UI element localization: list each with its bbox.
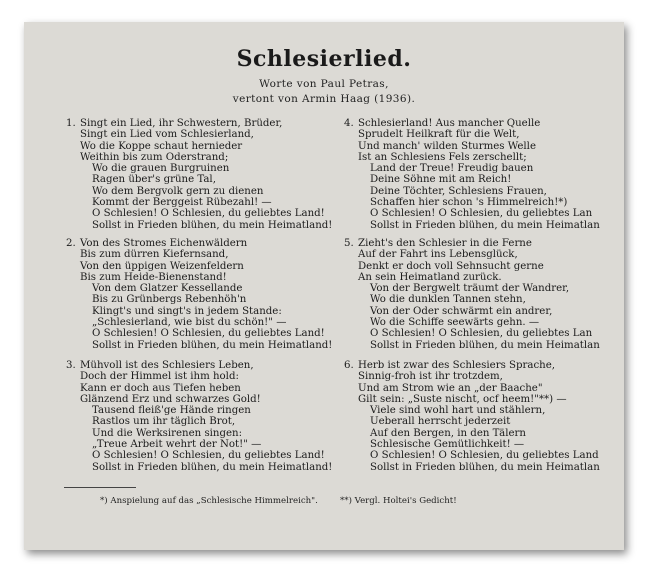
verse-6 [344, 360, 600, 473]
verse-line: Bis zum Heide-Bienenstand! [80, 271, 227, 283]
verse-line: O Schlesien! O Schlesien, du geliebtes Land [370, 450, 599, 462]
verse-number: 3. [66, 360, 76, 371]
verse-line: Rastlos um ihr täglich Brot, [92, 416, 236, 428]
verse-line: Wo die Koppe schaut hernieder [80, 140, 243, 152]
verse-line: Klingt's und singt's in jedem Stande: [92, 305, 282, 317]
verse-line: Tausend fleiß'ge Hände ringen [92, 405, 251, 417]
verse-line: Wo die dunklen Tannen stehn, [370, 294, 526, 306]
verse-line: Weithin bis zum Oderstrand; [80, 151, 229, 163]
verse-line: Denkt er doch voll Sehnsucht gerne [358, 260, 544, 272]
verse-line: Mühvoll ist des Schlesiers Leben, [80, 360, 254, 371]
verse-line: Wo die grauen Burgruinen [92, 163, 230, 175]
verse-line: „Treue Arbeit wehrt der Not!" — [92, 439, 262, 451]
verse-line: Glänzend Erz und schwarzes Gold! [80, 393, 261, 405]
verse-line: Wo die Schiffe seewärts gehn. — [370, 317, 540, 329]
verse-line: Sinnig-froh ist ihr trotzdem, [358, 371, 503, 383]
verse-line: Von des Stromes Eichenwäldern [80, 238, 248, 249]
verse-line: Kommt der Berggeist Rübezahl! — [92, 197, 272, 209]
verse-line: Sollst in Frieden blühen, du mein Heimatlan [370, 339, 600, 351]
verse-line: Auf den Bergen, in den Tälern [370, 427, 526, 439]
verse-line: Und manch' wilden Sturmes Welle [358, 140, 536, 152]
verse-line: Sprudelt Heilkraft für die Welt, [358, 129, 520, 141]
verse-line: Bis zum dürren Kiefernsand, [80, 249, 229, 261]
verse-line: Von den üppigen Weizenfeldern [80, 260, 244, 272]
verse-1 [66, 118, 333, 231]
verse-2 [66, 238, 333, 351]
composer-credit: vertont von Armin Haag (1936). [232, 93, 416, 105]
verse-number: 4. [344, 118, 354, 129]
song-sheet [24, 22, 624, 550]
verse-line: Singt ein Lied, ihr Schwestern, Brüder, [80, 118, 283, 129]
verse-3 [66, 360, 333, 473]
verse-line: O Schlesien! O Schlesien, du geliebtes Land! [92, 328, 325, 340]
verse-number: 6. [344, 360, 354, 371]
verse-line: Von dem Glatzer Kessellande [92, 283, 243, 295]
verse-line: Ueberall herrscht jederzeit [370, 416, 511, 428]
verse-line: O Schlesien! O Schlesien, du geliebtes Lan [370, 208, 593, 220]
verse-line: Schlesierland! Aus mancher Quelle [358, 118, 541, 129]
verse-line: Ragen über's grüne Tal, [92, 174, 216, 186]
verse-line: Herb ist zwar des Schlesiers Sprache, [358, 360, 556, 371]
verse-line: Doch der Himmel ist ihm hold: [80, 371, 239, 383]
verse-line: Schaffen hier schon 's Himmelreich!*) [370, 197, 568, 209]
verse-number: 5. [344, 238, 354, 249]
footnote-1: *) Anspielung auf das „Schlesische Himmelreich". [100, 496, 318, 506]
verse-line: Land der Treue! Freudig bauen [370, 163, 534, 175]
verse-line: Sollst in Frieden blühen, du mein Heimatland! [92, 461, 333, 473]
verse-line: Deine Söhne mit am Reich! [370, 174, 512, 186]
footnote-2: **) Vergl. Holtei's Gedicht! [340, 496, 457, 506]
verse-line: O Schlesien! O Schlesien, du geliebtes Lan [370, 328, 593, 340]
verse-line: Viele sind wohl hart und stählern, [370, 405, 546, 417]
verse-line: Bis zu Grünbergs Rebenhöh'n [92, 294, 247, 306]
verse-4 [344, 118, 600, 231]
verse-line: Ist an Schlesiens Fels zerschellt; [358, 151, 527, 163]
song-title: Schlesierlied. [236, 46, 412, 72]
verse-line: Gilt sein: „Suste nischt, ocf heem!"**) — [358, 393, 567, 405]
verse-line: Sollst in Frieden blühen, du mein Heimatland! [92, 339, 333, 351]
verse-line: Und die Werksirenen singen: [92, 427, 243, 439]
verse-line: Zieht's den Schlesier in die Ferne [358, 238, 532, 249]
verse-line: Wo dem Bergvolk gern zu dienen [92, 185, 264, 197]
verse-line: Sollst in Frieden blühen, du mein Heimatlan [370, 219, 600, 231]
lyrics-credit: Worte von Paul Petras, [259, 78, 389, 90]
verse-line: Sollst in Frieden blühen, du mein Heimatlan [370, 461, 600, 473]
verse-number: 1. [66, 118, 76, 129]
verse-line: Sollst in Frieden blühen, du mein Heimatland! [92, 219, 333, 231]
verse-line: O Schlesien! O Schlesien, du geliebtes Land! [92, 208, 325, 220]
verse-line: Und am Strom wie an „der Baache" [358, 382, 543, 394]
footnote-divider [64, 487, 136, 488]
verse-line: Singt ein Lied vom Schlesierland, [80, 129, 254, 141]
verse-line: An sein Heimatland zurück. [358, 271, 502, 283]
verse-number: 2. [66, 238, 76, 249]
verse-5 [344, 238, 600, 351]
verse-line: „Schlesierland, wie bist du schön!" — [92, 317, 287, 329]
verse-line: Schlesische Gemütlichkeit! — [370, 439, 525, 451]
verse-line: Von der Oder schwärmt ein andrer, [370, 305, 553, 317]
verse-line: Deine Töchter, Schlesiens Frauen, [370, 185, 547, 197]
verse-line: Auf der Fahrt ins Lebensglück, [358, 249, 518, 261]
verse-line: Kann er doch aus Tiefen heben [80, 382, 241, 394]
verse-line: Von der Bergwelt träumt der Wandrer, [370, 283, 570, 295]
verse-line: O Schlesien! O Schlesien, du geliebtes Land! [92, 450, 325, 462]
